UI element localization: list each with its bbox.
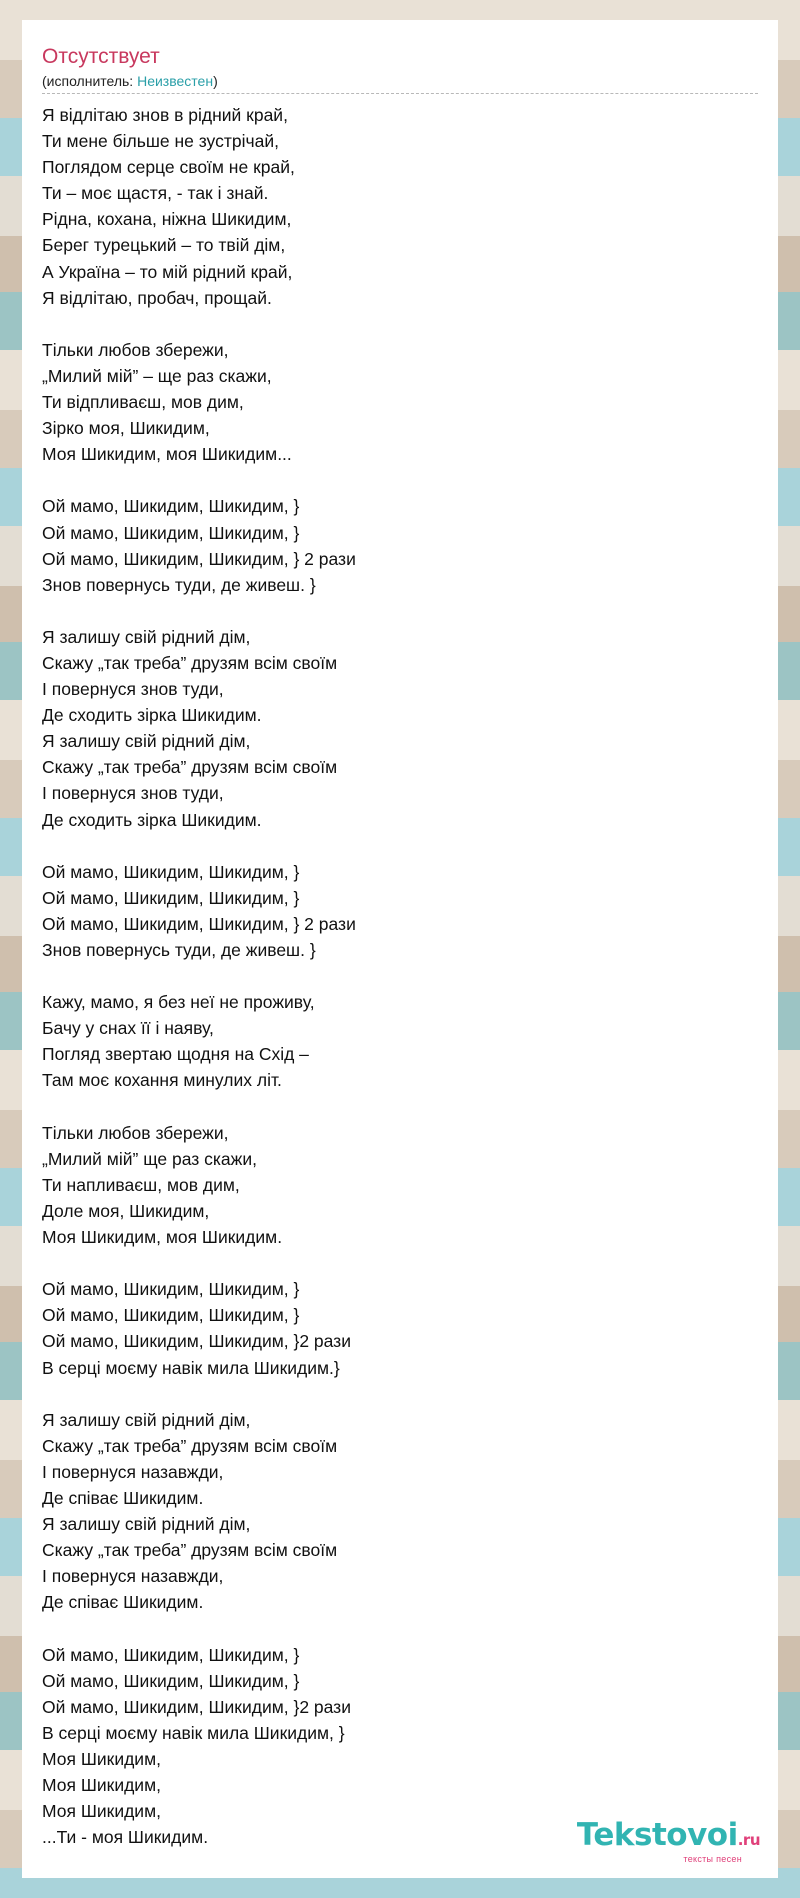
lyric-blank-line	[42, 1094, 758, 1120]
lyrics-card	[22, 20, 778, 1878]
lyric-line: Ой мамо, Шикидим, Шикидим, }2 рази	[42, 1331, 351, 1352]
lyric-line: Кажу, мамо, я без неї не проживу,	[42, 992, 315, 1013]
lyrics-text	[42, 102, 758, 1850]
lyric-line: Ой мамо, Шикидим, Шикидим, }	[42, 1644, 300, 1665]
lyric-blank-line	[42, 833, 758, 859]
artist-prefix: (исполнитель:	[42, 73, 138, 89]
artist-suffix: )	[213, 73, 218, 89]
lyric-line: Бачу у снах її і наяву,	[42, 1018, 214, 1039]
lyric-line: І повернуся знов туди,	[42, 783, 224, 804]
lyric-line: Скажу „так треба” друзям всім своїм	[42, 652, 338, 673]
lyric-line: Ой мамо, Шикидим, Шикидим, }	[42, 861, 300, 882]
lyric-line: Де співає Шикидим.	[42, 1592, 204, 1613]
site-logo[interactable]	[577, 1819, 760, 1864]
lyric-line: І повернуся знов туди,	[42, 679, 224, 700]
lyric-line: Моя Шикидим,	[42, 1748, 161, 1769]
lyric-line: Ой мамо, Шикидим, Шикидим, } 2 рази	[42, 548, 356, 569]
lyric-line: Я залишу свій рідний дім,	[42, 1514, 251, 1535]
lyric-blank-line	[42, 598, 758, 624]
lyric-line: Ти напливаєш, мов дим,	[42, 1174, 240, 1195]
lyric-line: Моя Шикидим, моя Шикидим.	[42, 1227, 283, 1248]
lyric-line: В серці моєму навік мила Шикидим.}	[42, 1357, 340, 1378]
song-title: Отсутствует	[42, 45, 160, 68]
lyric-line: ...Ти - моя Шикидим.	[42, 1827, 209, 1848]
lyric-line: Де сходить зірка Шикидим.	[42, 809, 262, 830]
lyric-line: Де сходить зірка Шикидим.	[42, 705, 262, 726]
lyric-blank-line	[42, 1381, 758, 1407]
lyric-line: Скажу „так треба” друзям всім своїм	[42, 1540, 338, 1561]
lyric-line: Моя Шикидим, моя Шикидим...	[42, 444, 292, 465]
lyric-line: Ой мамо, Шикидим, Шикидим, }	[42, 522, 300, 543]
lyric-line: Ти мене більше не зустрічай,	[42, 131, 279, 152]
lyric-line: Ти – моє щастя, - так і знай.	[42, 183, 269, 204]
lyric-blank-line	[42, 311, 758, 337]
lyric-line: Знов повернусь туди, де живеш. }	[42, 574, 316, 595]
lyric-blank-line	[42, 1615, 758, 1641]
lyric-line: Ой мамо, Шикидим, Шикидим, }	[42, 887, 300, 908]
lyric-line: Рідна, кохана, ніжна Шикидим,	[42, 209, 292, 230]
lyric-line: Де співає Шикидим.	[42, 1487, 204, 1508]
lyric-line: Моя Шикидим,	[42, 1775, 161, 1795]
song-header	[42, 44, 758, 94]
lyric-line: Ой мамо, Шикидим, Шикидим, }	[42, 1305, 300, 1326]
lyric-line: Я залишу свій рідний дім,	[42, 626, 251, 647]
lyric-line: Знов повернусь туди, де живеш. }	[42, 940, 316, 960]
lyric-blank-line	[42, 963, 758, 989]
lyric-line: Берег турецький – то твій дім,	[42, 235, 286, 256]
logo-tld: .ru	[737, 1831, 760, 1849]
artist-line	[42, 72, 758, 94]
lyric-line: Ой мамо, Шикидим, Шикидим, }	[42, 1279, 300, 1300]
logo-tagline: тексты песен	[683, 1854, 742, 1864]
lyric-line: Ой мамо, Шикидим, Шикидим, }2 рази	[42, 1696, 351, 1717]
logo-main-text: Tekstovoi	[576, 1817, 738, 1853]
lyric-line: Ой мамо, Шикидим, Шикидим, }	[42, 496, 300, 517]
lyric-line: Доле моя, Шикидим,	[42, 1200, 210, 1221]
lyric-line: В серці моєму навік мила Шикидим, }	[42, 1722, 345, 1743]
lyric-line: Скажу „так треба” друзям всім своїм	[42, 757, 338, 778]
lyric-line: Я відлітаю знов в рідний край,	[42, 105, 288, 125]
lyric-line: Ой мамо, Шикидим, Шикидим, } 2 рази	[42, 913, 356, 934]
lyric-line: Погляд звертаю щодня на Схід –	[42, 1044, 309, 1065]
lyric-line: Там моє кохання минулих літ.	[42, 1070, 282, 1091]
lyric-line: А Україна – то мій рідний край,	[42, 261, 293, 282]
lyric-line: Ти відпливаєш, мов дим,	[42, 392, 244, 413]
lyric-line: І повернуся назавжди,	[42, 1461, 224, 1482]
lyric-line: Я залишу свій рідний дім,	[42, 1409, 251, 1430]
lyric-line: Моя Шикидим,	[42, 1801, 161, 1822]
lyric-line: Тільки любов збережи,	[42, 1122, 229, 1143]
lyric-line: „Милий мій” – ще раз скажи,	[42, 365, 272, 386]
lyric-line: І повернуся назавжди,	[42, 1566, 224, 1587]
lyric-line: Тільки любов збережи,	[42, 339, 229, 360]
artist-link[interactable]: Неизвестен	[137, 73, 214, 89]
lyric-blank-line	[42, 1250, 758, 1276]
lyric-line: „Милий мій” ще раз скажи,	[42, 1148, 258, 1169]
lyric-line: Я залишу свій рідний дім,	[42, 731, 251, 752]
lyric-line: Я відлітаю, пробач, прощай.	[42, 287, 272, 308]
lyric-line: Ой мамо, Шикидим, Шикидим, }	[42, 1670, 300, 1691]
logo-wordmark	[577, 1819, 760, 1856]
lyric-line: Поглядом серце своїм не край,	[42, 157, 295, 178]
lyric-line: Скажу „так треба” друзям всім своїм	[42, 1435, 338, 1456]
lyric-line: Зірко моя, Шикидим,	[42, 418, 210, 439]
lyric-blank-line	[42, 467, 758, 493]
